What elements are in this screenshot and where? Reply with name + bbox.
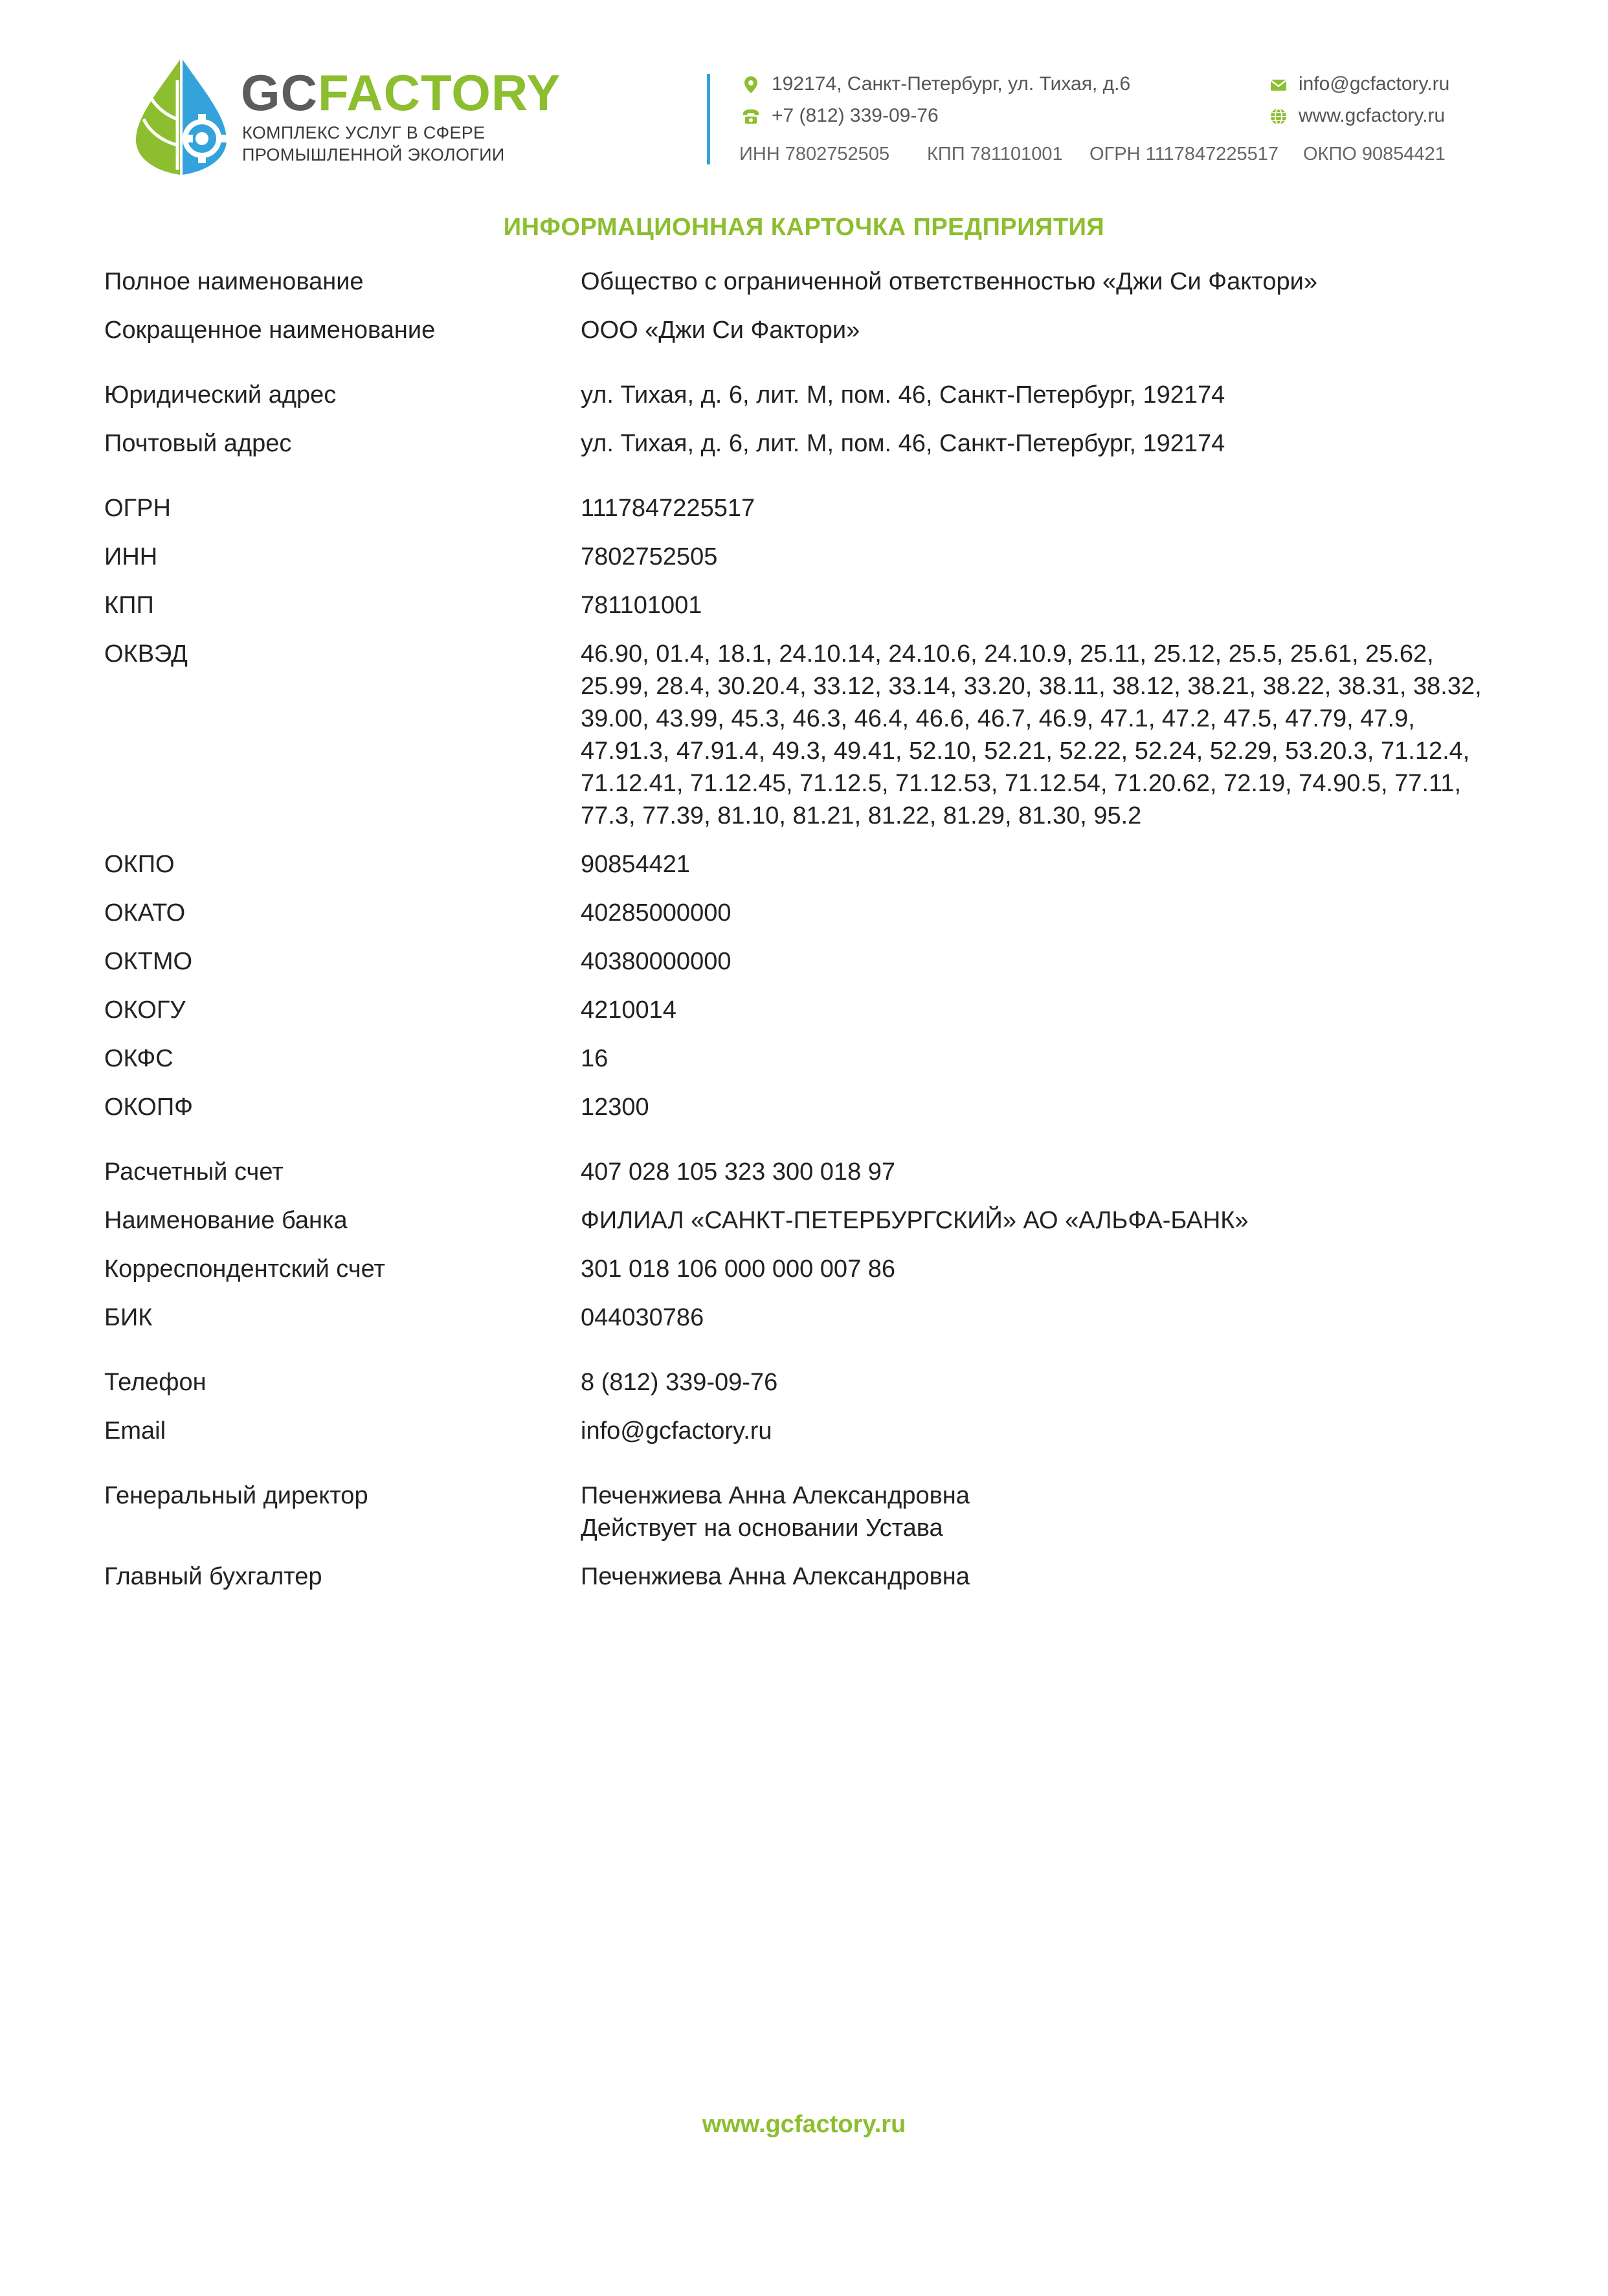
- row-label: ОКФС: [104, 1045, 173, 1072]
- row-label: ОКОГУ: [104, 996, 186, 1024]
- tagline-line1: КОМПЛЕКС УСЛУГ В СФЕРЕ: [242, 123, 486, 142]
- header-address: 192174, Санкт-Петербург, ул. Тихая, д.6: [772, 73, 1131, 95]
- row-label: ОКАТО: [104, 899, 186, 927]
- row-value: 044030786: [581, 1304, 704, 1331]
- row-label: Полное наименование: [104, 268, 364, 295]
- row-label: Генеральный директор: [104, 1482, 368, 1509]
- row-label: Email: [104, 1417, 166, 1445]
- mail-icon: [1269, 75, 1288, 95]
- row-value: 16: [581, 1045, 609, 1072]
- row-label: Корреспондентский счет: [104, 1255, 385, 1283]
- brand-factory: FACTORY: [318, 64, 561, 121]
- row-value: 40285000000: [581, 899, 731, 927]
- row-value-okved: 46.90, 01.4, 18.1, 24.10.14, 24.10.6, 24.10.9, 25.11, 25.12, 25.5, 25.61, 25.62, 25.99, 28.4, 30.20.4, 33.12, 33.14, 33.20, 38.11, 38.12, 38.21, 38.22, 38.31, 38.32, 39.00, 43.99, 45.3, 46.3, 46.4, 46.6, 46.7, 46.9, 47.1, 47.2, 47.5, 47.79, 47.9, 47.91.3, 47.91.4, 49.3, 49.41, 52.10, 52.21, 52.22, 52.24, 52.29, 53.20.3, 71.12.4, 71.12.41, 71.12.45, 71.12.5, 71.12.53, 71.12.54, 71.20.62, 72.19, 74.90.5, 77.11, 77.3, 77.39, 81.10, 81.21, 81.22, 81.29, 81.30, 95.2: [581, 640, 1482, 829]
- brand-name: [241, 64, 561, 121]
- tagline: [242, 122, 505, 166]
- row-value: ООО «Джи Си Фактори»: [581, 317, 860, 344]
- header-ogrn: ОГРН 1117847225517: [1089, 144, 1279, 164]
- row-value: Печенжиева Анна Александровна: [581, 1482, 970, 1509]
- header-kpp: КПП 781101001: [927, 144, 1063, 164]
- row-label: Сокращенное наименование: [104, 317, 436, 344]
- row-label: БИК: [104, 1304, 153, 1331]
- footer-website[interactable]: www.gcfactory.ru: [702, 2111, 906, 2138]
- row-value: 12300: [581, 1094, 649, 1121]
- row-value: Общество с ограниченной ответственностью «Джи Си Фактори»: [581, 268, 1317, 295]
- header-okpo: ОКПО 90854421: [1303, 144, 1446, 164]
- row-label: ОКОПФ: [104, 1094, 194, 1121]
- row-value: 40380000000: [581, 948, 731, 975]
- brand-gc: GC: [241, 64, 318, 121]
- row-value: 301 018 106 000 000 007 86: [581, 1255, 896, 1283]
- row-label: Наименование банка: [104, 1207, 348, 1234]
- header-email[interactable]: info@gcfactory.ru: [1299, 73, 1450, 95]
- row-label: Почтовый адрес: [104, 430, 292, 457]
- row-value: Печенжиева Анна Александровна: [581, 1563, 970, 1590]
- row-label: ОГРН: [104, 495, 171, 522]
- row-label: ОКТМО: [104, 948, 193, 975]
- location-icon: [741, 75, 761, 95]
- header-website[interactable]: www.gcfactory.ru: [1299, 105, 1446, 126]
- row-value: ФИЛИАЛ «САНКТ-ПЕТЕРБУРГСКИЙ» АО «АЛЬФА-БАНК»: [581, 1207, 1249, 1234]
- globe-icon: [1269, 107, 1288, 126]
- row-value: 7802752505: [581, 543, 718, 570]
- row-value: 407 028 105 323 300 018 97: [581, 1158, 896, 1186]
- page-title: ИНФОРМАЦИОННАЯ КАРТОЧКА ПРЕДПРИЯТИЯ: [503, 214, 1105, 241]
- phone-icon: [741, 107, 761, 126]
- row-label: Телефон: [104, 1369, 207, 1396]
- row-label: КПП: [104, 592, 154, 619]
- row-label: Главный бухгалтер: [104, 1563, 322, 1590]
- row-value[interactable]: info@gcfactory.ru: [581, 1417, 772, 1445]
- row-label: Юридический адрес: [104, 381, 337, 409]
- row-label: ИНН: [104, 543, 158, 570]
- row-label: ОКВЭД: [104, 640, 188, 668]
- row-label: Расчетный счет: [104, 1158, 284, 1186]
- row-value: 1117847225517: [581, 495, 755, 522]
- row-value[interactable]: 8 (812) 339-09-76: [581, 1369, 778, 1396]
- row-value: ул. Тихая, д. 6, лит. М, пом. 46, Санкт-Петербург, 192174: [581, 430, 1225, 457]
- row-label: ОКПО: [104, 851, 175, 878]
- company-logo-icon: [129, 54, 233, 181]
- tagline-line2: ПРОМЫШЛЕННОЙ ЭКОЛОГИИ: [242, 145, 505, 164]
- row-value: 90854421: [581, 851, 691, 878]
- row-value: 781101001: [581, 592, 702, 619]
- header-inn: ИНН 7802752505: [739, 144, 890, 164]
- row-value: ул. Тихая, д. 6, лит. М, пом. 46, Санкт-Петербург, 192174: [581, 381, 1225, 409]
- header-divider: [707, 74, 710, 164]
- row-value: 4210014: [581, 996, 676, 1024]
- header-phone[interactable]: +7 (812) 339-09-76: [772, 105, 939, 126]
- row-value-note: Действует на основании Устава: [581, 1514, 943, 1542]
